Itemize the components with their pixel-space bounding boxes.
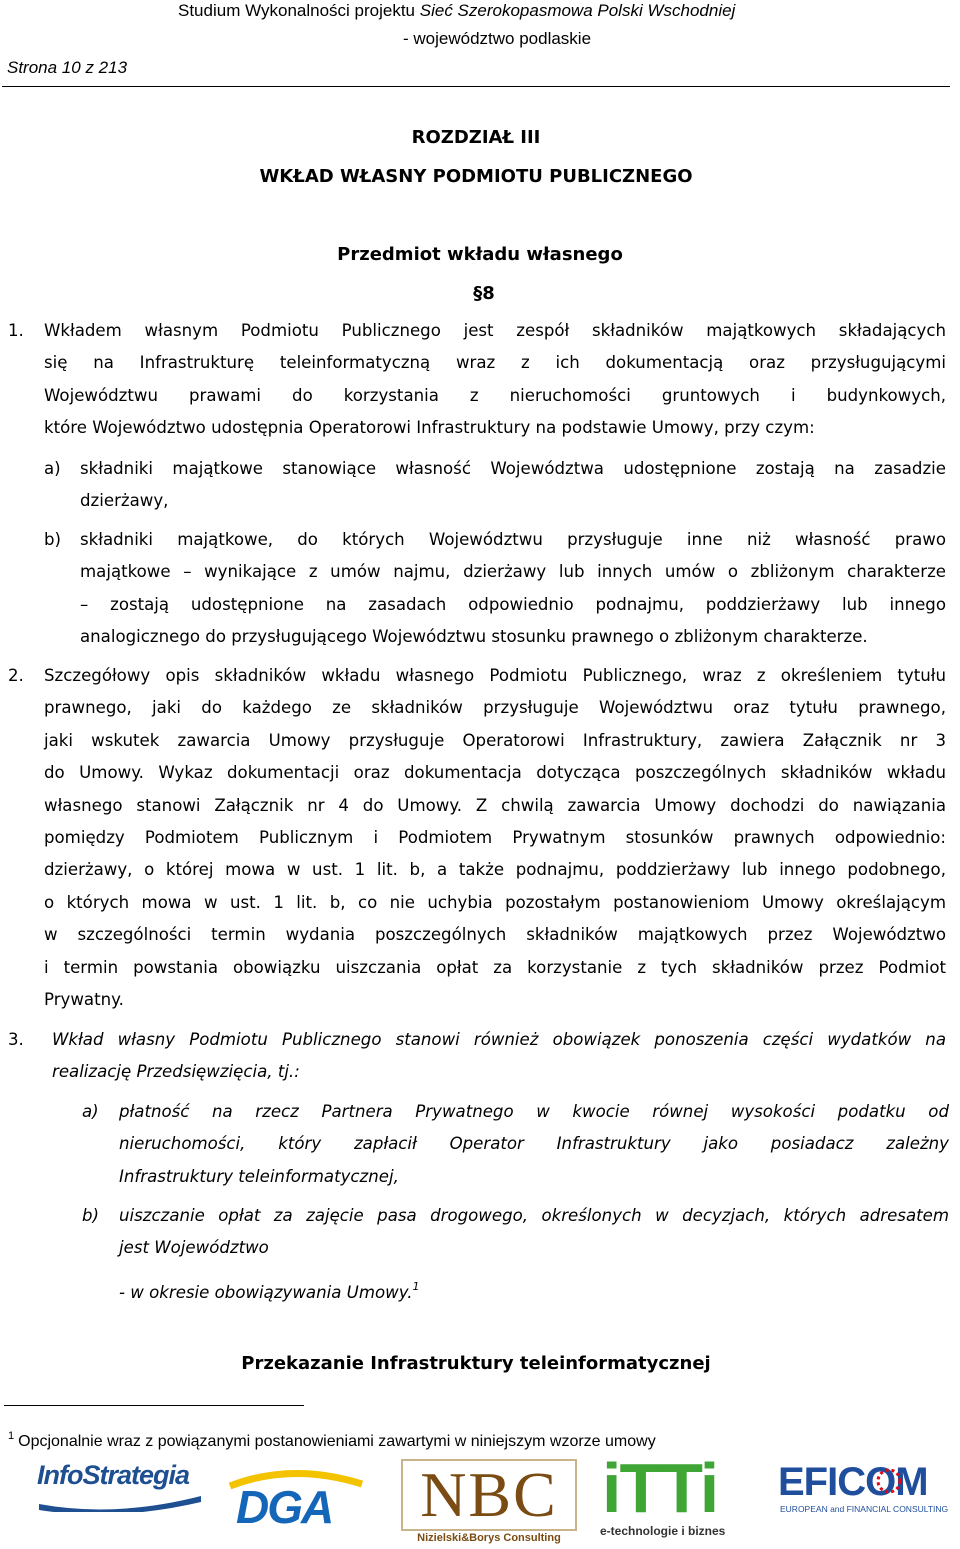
- paragraph-1a: [80, 453, 946, 518]
- itti-wordmark: iTTi: [602, 1449, 718, 1527]
- paragraph-1: [44, 315, 946, 445]
- text-line: Wkładem własnym Podmiotu Publicznego jest zespół składników majątkowych składających: [44, 321, 946, 340]
- section-title: Przedmiot wkładu własnego: [337, 244, 623, 265]
- eficom-tagline: EUROPEAN and FINANCIAL CONSULTING: [780, 1504, 949, 1514]
- text-line: jaki wskutek zawarcia Umowy przysługuje Operatorowi Infrastruktury, zawiera Załącznik nr 3: [44, 730, 946, 750]
- paragraph-3b: [119, 1200, 949, 1265]
- nbc-tagline: Nizielski&Borys Consulting: [417, 1532, 561, 1544]
- nbc-logo: [400, 1456, 578, 1548]
- document-header-subtitle: - województwo podlaskie: [403, 29, 592, 48]
- chapter-title: WKŁAD WŁASNY PODMIOTU PUBLICZNEGO: [259, 166, 693, 187]
- sublist-label: b): [44, 530, 62, 549]
- text-line: składniki majątkowe, do których Województwu przysługuje inne niż własność prawo: [80, 530, 946, 549]
- text-line: realizację Przedsięwzięcia, tj.:: [52, 1062, 300, 1082]
- paragraph-3: [52, 1024, 946, 1089]
- footnote-mark: 1: [8, 1430, 15, 1442]
- text-line: Wkład własny Podmiotu Publicznego stanowi również obowiązek ponoszenia części wydatków na: [52, 1030, 946, 1049]
- text-line: pomiędzy Podmiotem Publicznym i Podmiotem Prywatnym stosunków prawnych odpowiednio:: [44, 827, 946, 847]
- text-line: płatność na rzecz Partnera Prywatnego w kwocie równej wysokości podatku od: [119, 1102, 949, 1121]
- partner-logos: [0, 1449, 960, 1549]
- footnote-text: Opcjonalnie wraz z powiązanymi postanowieniami zawartymi w niniejszym wzorze umowy: [18, 1433, 656, 1450]
- eficom-star-ring-icon: [874, 1466, 904, 1496]
- paragraph-2: [44, 660, 946, 1016]
- sublist-label: a): [82, 1102, 99, 1121]
- eficom-wordmark: EFICOM: [778, 1460, 928, 1504]
- text-line: własnego stanowi Załącznik nr 4 do Umowy. Z chwilą zawarcia Umowy dochodzi do nawiązania: [44, 795, 946, 815]
- text-line: się na Infrastrukturę teleinformatyczną wraz z ich dokumentacją oraz przysługującymi: [44, 353, 946, 373]
- text-line: nieruchomości, który zapłacił Operator Infrastruktury jako posiadacz zależny: [119, 1134, 949, 1154]
- itti-logo: [600, 1449, 762, 1548]
- paragraph-mark: §8: [473, 283, 495, 304]
- text-line: w szczególności termin wydania poszczególnych składników majątkowych przez Województwo: [44, 925, 946, 945]
- text-line: i termin powstania obowiązku uiszczania opłat za korzystanie z tych składników przez Podmiot: [44, 957, 946, 977]
- paragraph-1b: [80, 524, 946, 654]
- text-line: uiszczanie opłat za zajęcie pasa drogowego, określonych w decyzjach, których adresatem: [119, 1206, 949, 1225]
- text-line: jest Województwo: [119, 1238, 269, 1258]
- text-line: które Województwo udostępnia Operatorowi Infrastruktury na podstawie Umowy, przy czym:: [44, 418, 815, 438]
- text-line: prawnego, jaki do każdego ze składników przysługuje Województwu oraz tytułu prawnego,: [44, 698, 946, 718]
- footnote: [8, 1426, 656, 1452]
- document-header-title: Studium Wykonalności projektu Sieć Szerokopasmowa Polski Wschodniej: [178, 1, 736, 20]
- next-section-title: Przekazanie Infrastruktury teleinformatycznej: [241, 1353, 711, 1374]
- footnote-divider: [4, 1405, 304, 1406]
- page-number: Strona 10 z 213: [7, 58, 128, 77]
- eficom-logo: [778, 1460, 958, 1520]
- text-line: do Umowy. Wykaz dokumentacji oraz dokumentacja dotycząca poszczególnych składników wkładu: [44, 763, 946, 783]
- paragraph-3a: [119, 1096, 949, 1193]
- text-line: dzierżawy, o której mowa w ust. 1 lit. b, a także podnajmu, poddzierżawy lub innego podobnego,: [44, 860, 946, 880]
- dga-logo: [222, 1468, 372, 1533]
- text-line: – zostają udostępnione na zasadach odpowiednio podnajmu, poddzierżawy lub innego: [80, 594, 946, 614]
- infostrategia-logo: [35, 1458, 205, 1512]
- dga-wordmark: DGA: [236, 1481, 333, 1533]
- nbc-wordmark: NBC: [420, 1459, 558, 1530]
- text-line: majątkowe – wynikające z umów najmu, dzierżawy lub innych umów o zbliżonym charakterze: [80, 562, 946, 582]
- text-line: dzierżawy,: [80, 491, 169, 511]
- text-line: analogicznego do przysługującego Województwu stosunku prawnego o zbliżonym charakterze.: [80, 627, 868, 647]
- text-line: Infrastruktury teleinformatycznej,: [119, 1166, 399, 1186]
- list-number: 2.: [8, 666, 24, 685]
- closing-line: - w okresie obowiązywania Umowy.$^1$: [119, 1280, 420, 1302]
- text-line: Szczegółowy opis składników wkładu własnego Podmiotu Publicznego, wraz z określeniem tytułu: [44, 666, 946, 685]
- sublist-label: b): [82, 1206, 100, 1225]
- text-line: Prywatny.: [44, 989, 124, 1009]
- footnote-reference[interactable]: 1: [412, 1280, 420, 1293]
- text-line: składniki majątkowe stanowiące własność Województwa udostępnione zostają na zasadzie: [80, 459, 946, 478]
- text-line: o których mowa w ust. 1 lit. b, co nie uchybia pozostałym postanowieniom Umowy określającym: [44, 892, 946, 912]
- chapter-number: ROZDZIAŁ III: [411, 127, 541, 148]
- header-divider: [2, 86, 950, 87]
- infostrategia-wordmark: InfoStrategia: [37, 1460, 190, 1490]
- list-number: 3.: [8, 1030, 24, 1049]
- list-number: 1.: [8, 321, 24, 340]
- text-line: Województwu prawami do korzystania z nieruchomości gruntowych i budynkowych,: [44, 385, 946, 405]
- sublist-label: a): [44, 459, 61, 478]
- itti-tagline: e-technologie i biznes: [600, 1524, 726, 1538]
